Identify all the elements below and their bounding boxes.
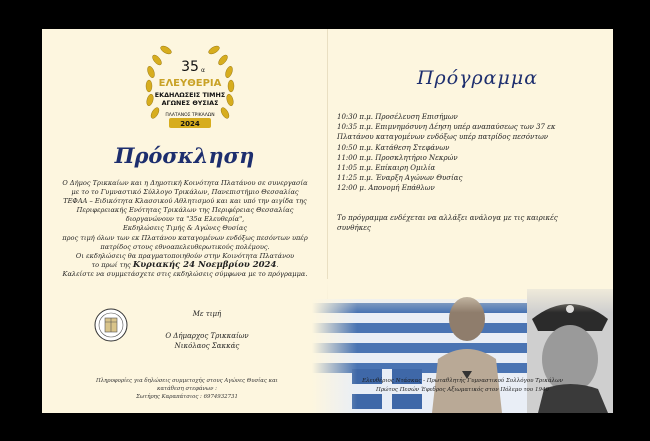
schedule-item: 11:00 π.μ. Προσκλητήριο Νεκρών (337, 153, 458, 162)
invitation-body (46, 179, 324, 279)
caption-line: Ελευθέριος Ντάσκας - Πρωταθλητής Γυμναστικού Συλλόγου Τρικάλων (362, 378, 563, 384)
mayor-title: Ο Δήμαρχος Τρικκαίων (165, 332, 249, 340)
program-schedule (337, 112, 597, 194)
caption-line: Πρώτος Πεσών Έφεδρος Αξιωματικός στον Πόλεμο του 1940 (376, 386, 549, 393)
date-prefix: το πρωί της (91, 260, 133, 269)
signature-block (137, 309, 277, 351)
program-note (337, 213, 587, 233)
logo-year: 2024 (180, 120, 200, 128)
invitation-line: Καλείστε να συμμετάσχετε στις εκδηλώσεις σύμφωνα με το πρόγραμμα. (62, 269, 308, 278)
date-suffix: . (276, 260, 279, 269)
invitation-line: διοργανώνουν τα "35α Ελευθερία", (125, 215, 245, 224)
regards-line: Με τιμή (192, 310, 222, 318)
invitation-card (42, 29, 613, 413)
invitation-line: με το το Γυμναστικό Σύλλογο Τρικάλων, Πανεπιστήμιο Θεσσαλίας (71, 188, 299, 197)
contact-info (72, 377, 302, 401)
invitation-line: πατρίδος στους εθνοαπελευθερωτικούς πολέμους. (100, 242, 270, 251)
logo-number: 35 (181, 59, 199, 75)
logo-place: ΠΛΑΤΑΝΟΣ ΤΡΙΚΑΛΩΝ (165, 113, 215, 118)
invitation-line: Εκδηλώσεις Τιμής & Αγώνες Θυσίας (122, 224, 248, 233)
info-line: κατάθεση στεφάνων : (156, 386, 217, 392)
schedule-item: 12:00 μ. Απονομή Επάθλων (337, 184, 435, 193)
event-date: Κυριακής 24 Νοεμβρίου 2024 (132, 259, 277, 270)
note-line: συνθήκες (337, 224, 371, 232)
info-contact: Σωτήρης Καραπάτσιος : 6974932731 (136, 394, 238, 400)
schedule-item: 10:30 π.μ. Προσέλευση Επισήμων (337, 113, 458, 121)
schedule-item: 11:25 π.μ. Έναρξη Αγώνων Θυσίας (337, 174, 463, 183)
schedule-item: Πλατάνου καταγομένων ενδόξως υπέρ πατρίδος πεσόντων (337, 133, 549, 142)
schedule-item: 10:35 π.μ. Επιμνημόσυνη Δέηση υπέρ αναπαύσεως των 37 εκ (337, 123, 556, 132)
schedule-item: 10:50 π.μ. Κατάθεση Στεφάνων (337, 143, 450, 152)
schedule-item: 11:05 π.μ. Επίκαιρη Ομιλία (337, 164, 436, 173)
event-logo (137, 35, 243, 141)
invitation-line: Οι εκδηλώσεις θα πραγματοποιηθούν στην Κοινότητα Πλατάνου (75, 251, 295, 260)
invitation-title: Πρόσκληση (114, 143, 255, 168)
note-line: Το πρόγραμμα ενδέχεται να αλλάξει ανάλογα με τις καιρικές (337, 214, 558, 222)
invitation-line: Περιφερειακής Ενότητας Τρικάλων της Περιφέρειας Θεσσαλίας (76, 206, 294, 215)
municipality-seal-icon (94, 308, 128, 342)
invitation-line: Ο Δήμος Τρικκαίων και η Δημοτική Κοινότητα Πλατάνου σε συνεργασία (62, 179, 308, 187)
info-line: Πληροφορίες για δηλώσεις συμμετοχής στους Αγώνες Θυσίας και (96, 378, 278, 384)
logo-line1: ΕΚΔΗΛΩΣΕΙΣ ΤΙΜΗΣ (154, 91, 226, 99)
logo-name: ΕΛΕΥΘΕΡΙΑ (158, 78, 222, 89)
program-title: Πρόγραμμα (416, 67, 539, 89)
logo-suffix: α (201, 67, 205, 74)
invitation-line: προς τιμή όλων των εκ Πλατάνου καταγομένων ενδόξως πεσόντων υπέρ (62, 233, 308, 242)
mayor-name: Νικόλαος Σακκάς (174, 342, 240, 350)
logo-line2: ΑΓΩΝΕΣ ΘΥΣΙΑΣ (161, 99, 219, 107)
invitation-date-line (46, 261, 324, 270)
photo-caption (312, 377, 613, 394)
invitation-line: ΤΕΦΑΑ – Ειδικότητα Κλασσικού Αθλητισμού και και υπό την αιγίδα της (63, 197, 307, 206)
